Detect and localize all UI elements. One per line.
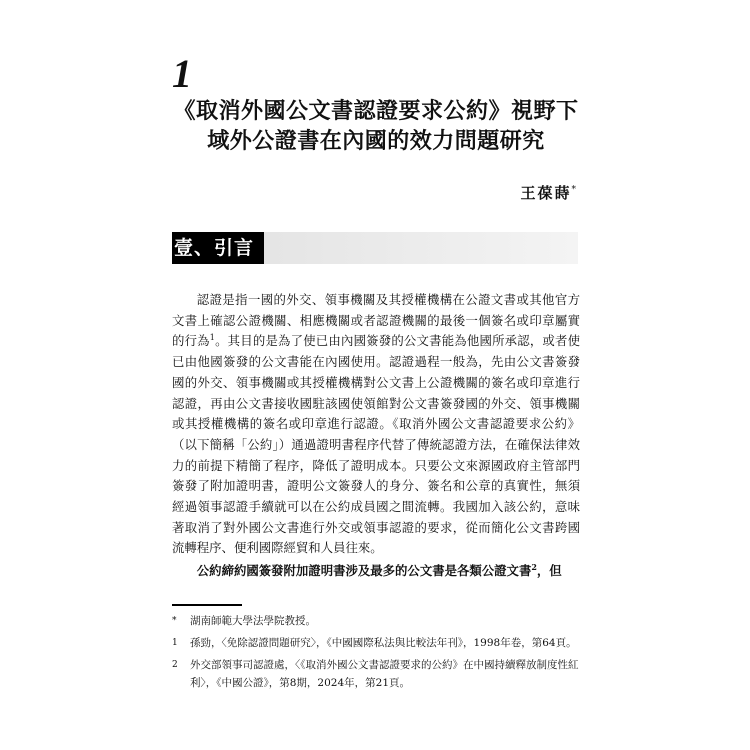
footnote-mark: 2: [172, 660, 178, 670]
author-name: 王葆蒔: [520, 184, 572, 202]
chapter-number: 1: [172, 51, 192, 96]
footnote-text: 孫勁，〈免除認證問題研究〉，《中國國際私法與比較法年刊》，1998年卷，第64頁。: [190, 637, 577, 649]
body-text: [172, 290, 580, 582]
paragraph-2: [172, 561, 580, 582]
paragraph-1-part-a: 認證是指一國的外交、領事機關及其授權機構在公證文書或其他官方文書上確認公證機關、相應機關或者認證機關的最後一個簽名或印章屬實的行為: [172, 292, 580, 349]
footnote-text: 湖南師範大學法學院教授。: [190, 615, 316, 627]
author: [520, 182, 578, 203]
title-line-1: 《取消外國公文書認證要求公約》視野下: [173, 98, 579, 124]
paragraph-1-part-b: 。其目的是為了使已由內國簽發的公文書能為他國所承認，或者使已由他國簽發的公文書能在內國使用。認證過程一般為，先由公文書簽發國的外交、領事機關或其授權機構對公文書上公證機關的簽名或印章進行認證，再由公文書接收國駐該國使領館對公文書簽發國的外交、領事機關或其授權機構的簽名或印章進行認證。《取消外國公文書認證要求公約》（以下簡稱「公約」）通過證明書程序代替了傳統認證方法，在確保法律效力的前提下精簡了程序，降低了證明成本。只要公文來源國政府主管部門簽發了附加證明書，證明公文簽發人的身分、簽名和公章的真實性，無須經過領事認證手續就可以在公約成員國之間流轉。我國加入該公約，意味著取消了對外國公文書進行外交或領事認證的要求，從而簡化公文書跨國流轉程序、便利國際經貿和人員往來。: [172, 333, 581, 556]
chapter-title: [172, 96, 580, 156]
footnote-text: 外交部領事司認證處，〈《取消外國公文書認證要求的公約》在中國持續釋放制度性紅利〉，《中國公證》，第8期，2024年，第21頁。: [190, 659, 579, 689]
footnotes: [172, 612, 580, 696]
paragraph-1: [172, 290, 580, 559]
footnote-ref-2[interactable]: 2: [531, 562, 537, 573]
title-line-2: 域外公證書在內國的效力問題研究: [207, 128, 545, 154]
footnote-item: [172, 656, 580, 692]
footnote-divider: [172, 604, 242, 606]
paragraph-2-part-b: ，但: [536, 563, 562, 579]
author-footnote-mark: *: [571, 185, 578, 195]
footnote-mark: 1: [172, 638, 178, 648]
footnote-ref-1[interactable]: 1: [209, 333, 215, 343]
section-heading: 壹、引言: [172, 232, 264, 264]
footnote-mark: *: [172, 616, 177, 626]
section-heading-bar: [172, 232, 578, 264]
paragraph-2-part-a: 公約締約國簽發附加證明書涉及最多的公文書是各類公證文書: [196, 563, 532, 579]
footnote-item: [172, 634, 580, 652]
footnote-item: [172, 612, 580, 630]
